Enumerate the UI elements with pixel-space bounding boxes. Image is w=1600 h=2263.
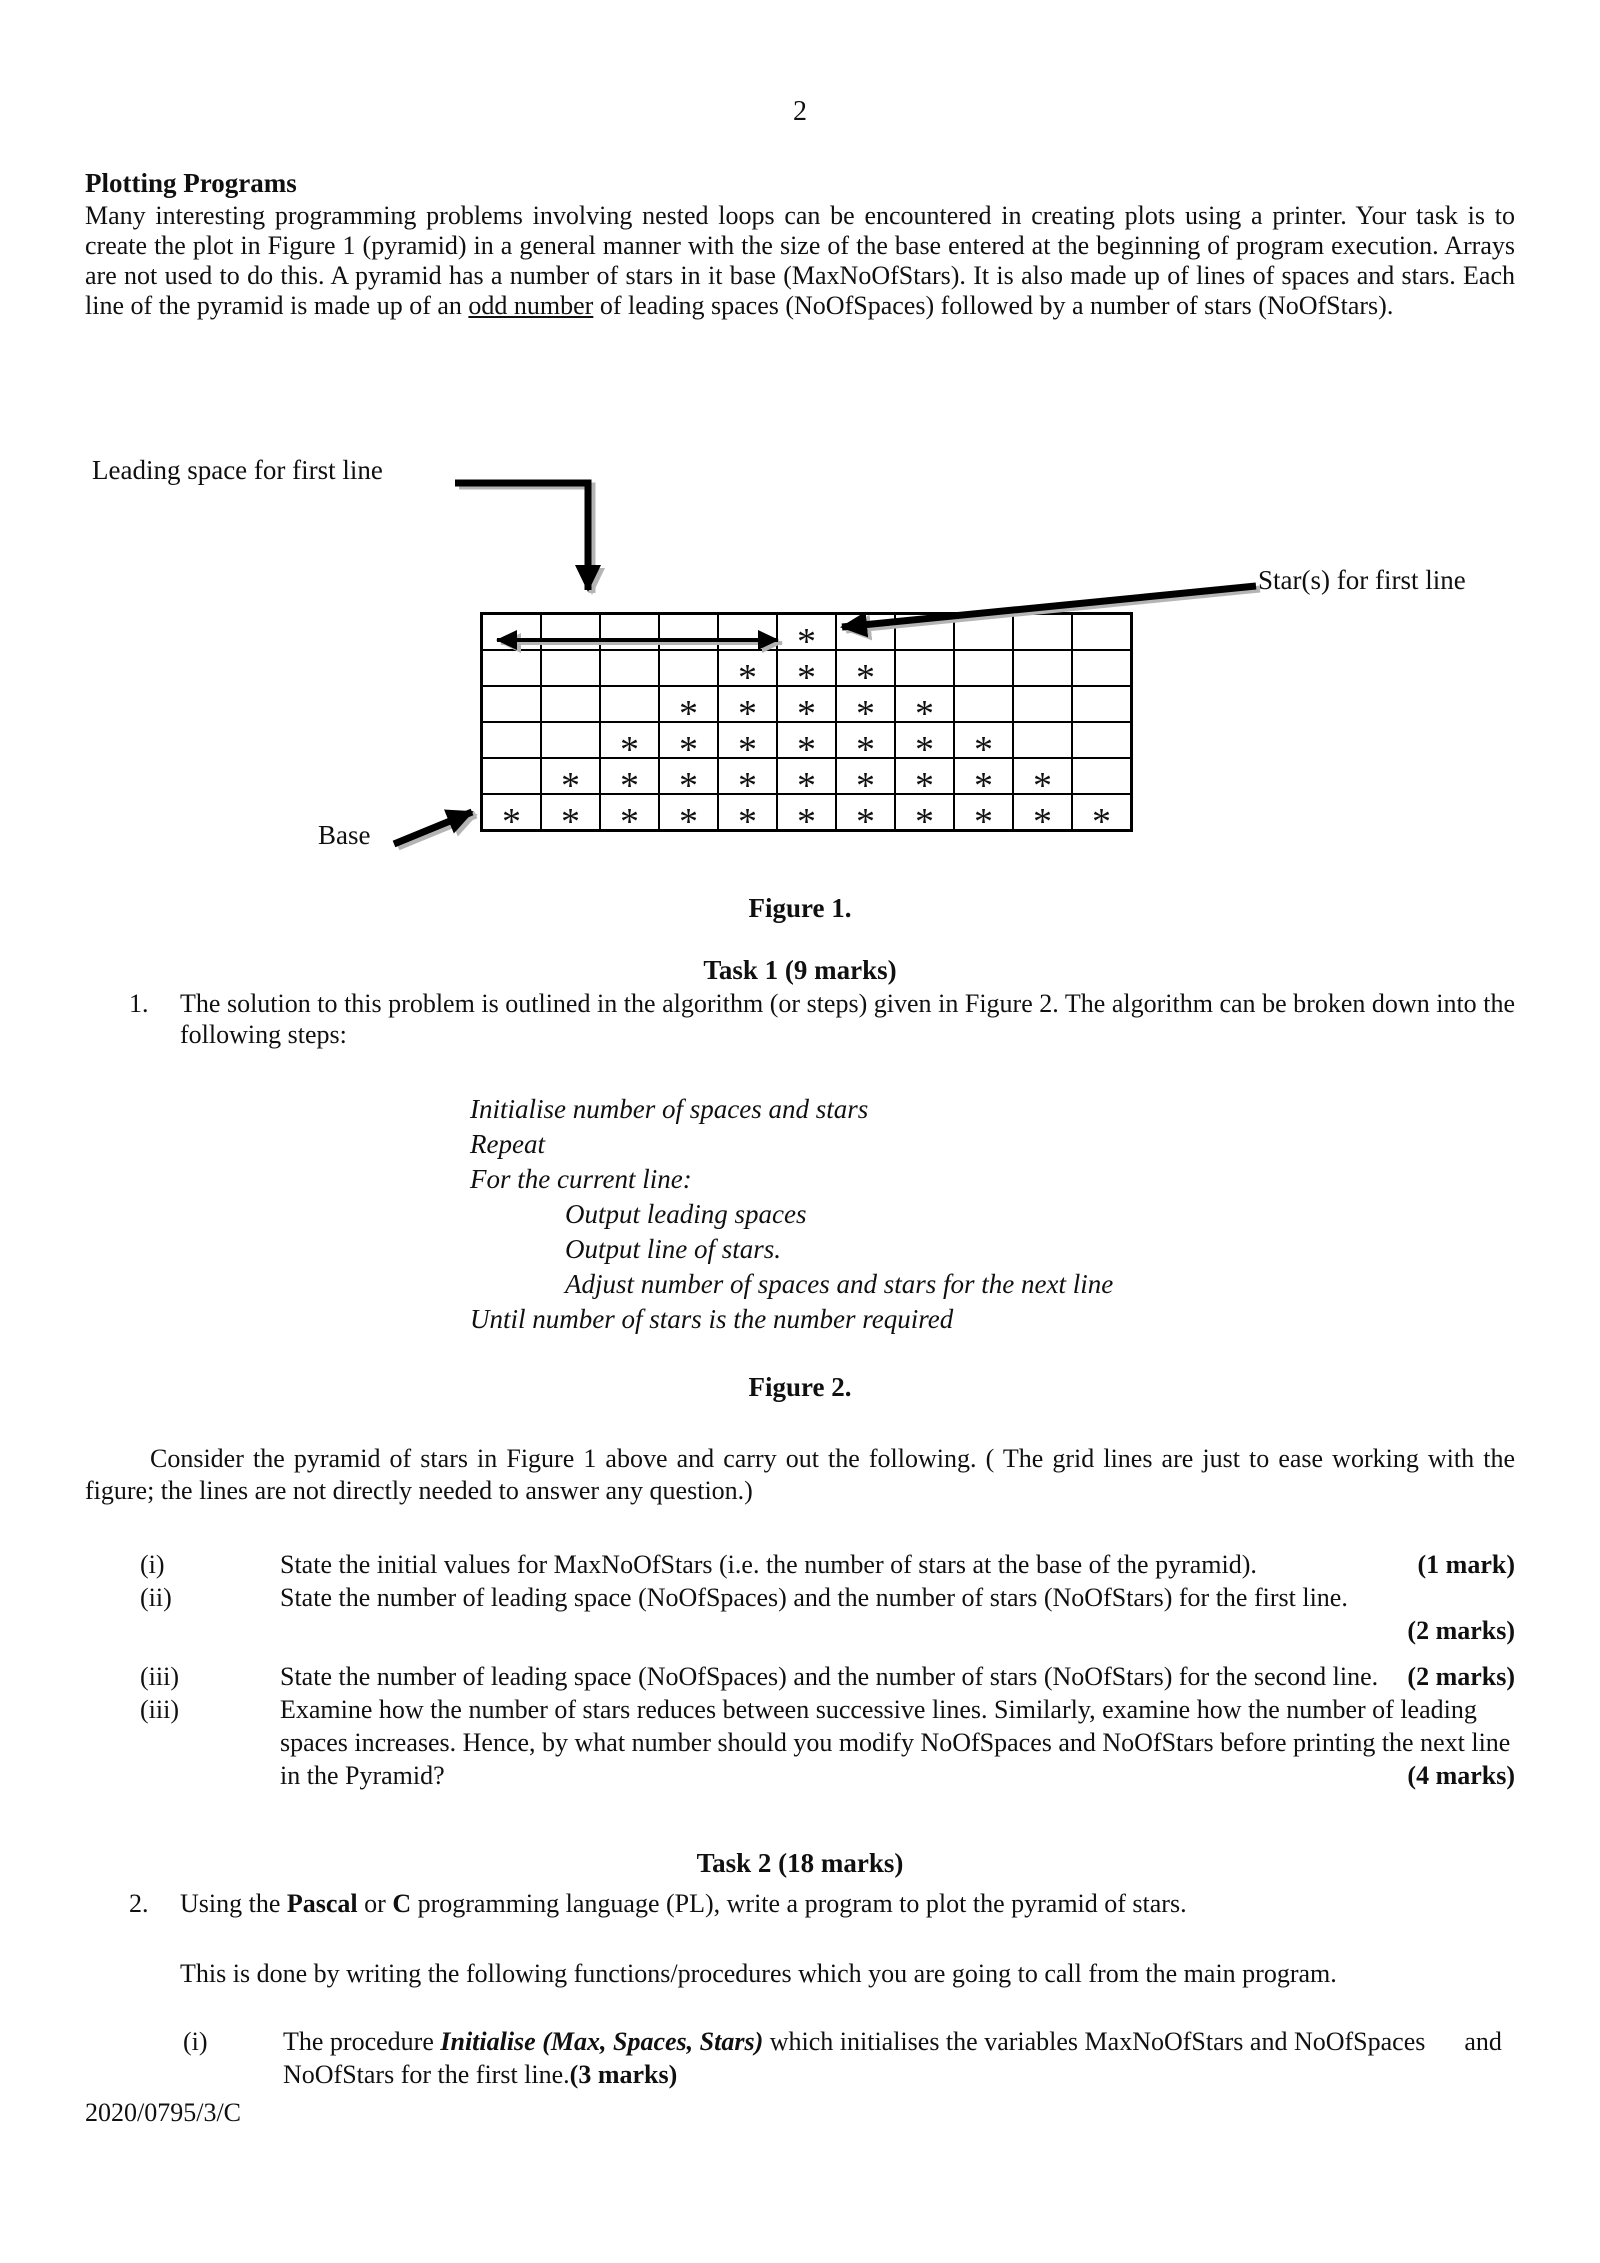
star-pointer-arrow: [842, 586, 1256, 627]
task1-item1: [85, 988, 1515, 1050]
algorithm-line: Until number of stars is the number required: [470, 1304, 954, 1334]
intro-text-post: of leading spaces (NoOfSpaces) followed by a number of stars (NoOfStars).: [593, 291, 1394, 320]
star-glyph: *: [856, 729, 875, 771]
item2-pre: Using the: [180, 1889, 287, 1918]
star-glyph: *: [915, 729, 934, 771]
item2-post: programming language (PL), write a program to plot the pyramid of stars.: [411, 1889, 1187, 1918]
task2-heading: Task 2 (18 marks): [696, 1848, 904, 1878]
star-glyph: *: [738, 765, 757, 807]
procedure-name: Initialise (Max, Spaces, Stars): [440, 2027, 764, 2056]
star-glyph: *: [797, 657, 816, 699]
algorithm-line: Repeat: [470, 1129, 545, 1159]
algorithm-line: Initialise number of spaces and stars: [470, 1094, 869, 1124]
section-heading: Plotting Programs: [85, 168, 297, 198]
star-glyph: *: [915, 765, 934, 807]
star-glyph: *: [856, 657, 875, 699]
star-glyph: *: [738, 729, 757, 771]
item1-number: 1.: [129, 989, 149, 1018]
intro-paragraph: [85, 201, 1515, 321]
question-i-label: (i): [140, 1550, 165, 1579]
question-iii: [85, 1660, 1515, 1693]
star-glyph: *: [502, 801, 521, 843]
star-glyph: *: [797, 765, 816, 807]
base-pointer-arrow: [394, 812, 472, 844]
star-glyph: *: [797, 621, 816, 663]
question-i-marks: (1 mark): [1417, 1550, 1515, 1579]
task2-subtext: This is done by writing the following functions/procedures which you are going to call from the main program.: [180, 1959, 1337, 1988]
item2-c: C: [392, 1889, 412, 1918]
intro-text-underlined: odd number: [468, 291, 594, 320]
procedure-item-text: [283, 2025, 1515, 2091]
star-glyph: *: [738, 801, 757, 843]
question-iii-b-text: Examine how the number of stars reduces between successive lines. Similarly, examine how the number of leading spaces increases. Hence, by what number should you modify NoOfSpaces and NoOfStars before printing the next line in the Pyramid?: [280, 1695, 1511, 1790]
document-reference: 2020/0795/3/C: [85, 2098, 242, 2127]
question-iii-label: (iii): [140, 1662, 179, 1691]
intro-text-pre: Many interesting programming problems involving nested loops can be encountered in creating plots using a printer. Your task is to create the plot in Figure 1 (pyramid) in a general manner with the size of the base entered at the beginning of program execution. Arrays are not used to do this. A pyramid has a number of stars in it base (MaxNoOfStars). It is also made up of lines of spaces and stars. Each line of the pyramid is made up of an: [85, 201, 1515, 320]
stars-first-line-label: Star(s) for first line: [1258, 565, 1466, 595]
figure-arrows: [0, 440, 1600, 880]
star-glyph: *: [738, 693, 757, 735]
star-glyph: *: [797, 693, 816, 735]
star-glyph: *: [1033, 801, 1052, 843]
figure1-diagram: [0, 440, 1600, 880]
star-glyph: *: [856, 801, 875, 843]
algorithm-line: Adjust number of spaces and stars for the next line: [565, 1269, 1114, 1299]
item2-text: [180, 1888, 1515, 1919]
question-iii-marks: (2 marks): [1407, 1662, 1515, 1691]
star-glyph: *: [974, 729, 993, 771]
question-i: [85, 1548, 1515, 1581]
question-iii-text: State the number of leading space (NoOfSpaces) and the number of stars (NoOfStars) for the second line.: [280, 1662, 1379, 1691]
question-ii: [85, 1581, 1515, 1647]
procedure-post: which initialises the variables MaxNoOfStars and NoOfSpaces and NoOfStars for the first line.: [283, 2027, 1502, 2089]
star-glyph: *: [620, 729, 639, 771]
task2-item2: [85, 1888, 1515, 1919]
star-glyph: *: [561, 765, 580, 807]
star-glyph: *: [856, 693, 875, 735]
procedure-pre: The procedure: [283, 2027, 441, 2056]
item2-mid: or: [357, 1889, 393, 1918]
question-iii-b-label: (iii): [140, 1695, 179, 1724]
star-glyph: *: [1033, 765, 1052, 807]
procedure-item-label: (i): [183, 2027, 208, 2056]
leading-space-label: Leading space for first line: [92, 455, 383, 485]
item1-text: The solution to this problem is outlined in the algorithm (or steps) given in Figure 2. The algorithm can be broken down into the following steps:: [180, 989, 1515, 1049]
algorithm-line: Output leading spaces: [565, 1199, 807, 1229]
question-iii-b: [85, 1693, 1515, 1792]
leading-space-arrow: [455, 483, 588, 590]
algorithm-block: [470, 1092, 1430, 1337]
figure2-caption: Figure 2.: [748, 1372, 852, 1402]
task1-questions: [85, 1548, 1515, 1792]
star-glyph: *: [561, 801, 580, 843]
item2-number: 2.: [129, 1889, 149, 1918]
figure1-caption: Figure 1.: [748, 893, 852, 923]
star-glyph: *: [679, 693, 698, 735]
page-number: 2: [793, 96, 807, 127]
procedure-item: [85, 2025, 1515, 2091]
star-glyph: *: [974, 765, 993, 807]
star-glyph: *: [679, 801, 698, 843]
star-glyph: *: [679, 729, 698, 771]
procedure-marks: (3 marks): [569, 2060, 678, 2089]
intro-section: [85, 168, 1515, 321]
base-label: Base: [318, 820, 371, 850]
star-glyph: *: [1092, 801, 1111, 843]
star-glyph: *: [797, 801, 816, 843]
consider-paragraph: Consider the pyramid of stars in Figure 1 above and carry out the following. ( The grid lines are just to ease working with the figure; the lines are not directly needed to answer any question.): [85, 1444, 1515, 1505]
algorithm-line: Output line of stars.: [565, 1234, 782, 1264]
star-glyph: *: [974, 801, 993, 843]
item2-pascal: Pascal: [286, 1889, 358, 1918]
question-iii-b-marks: (4 marks): [1407, 1761, 1515, 1790]
star-glyph: *: [915, 801, 934, 843]
algorithm-line: For the current line:: [470, 1164, 692, 1194]
question-ii-label: (ii): [140, 1583, 172, 1612]
star-glyph: *: [620, 765, 639, 807]
task1-heading: Task 1 (9 marks): [703, 955, 897, 985]
question-i-text: State the initial values for MaxNoOfStars (i.e. the number of stars at the base of the pyramid).: [280, 1550, 1257, 1579]
star-glyph: *: [915, 693, 934, 735]
question-ii-marks: (2 marks): [1407, 1616, 1515, 1645]
question-ii-text: State the number of leading space (NoOfSpaces) and the number of stars (NoOfStars) for the first line.: [280, 1583, 1348, 1612]
star-glyph: *: [620, 801, 639, 843]
star-glyph: *: [797, 729, 816, 771]
star-glyph: *: [679, 765, 698, 807]
star-glyph: *: [738, 657, 757, 699]
star-glyph: *: [856, 765, 875, 807]
